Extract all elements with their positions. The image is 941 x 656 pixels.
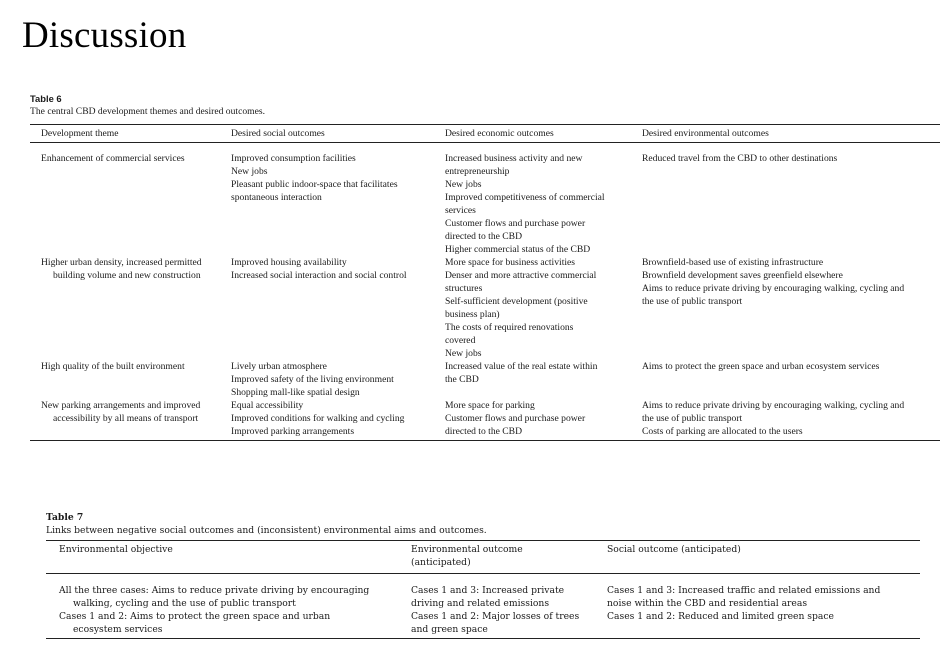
table-6-caption: The central CBD development themes and desired outcomes.	[30, 106, 265, 117]
table-6-row	[30, 256, 940, 360]
table-6-header-economic: Desired economic outcomes	[445, 128, 554, 139]
table-6-cell-line: Improved safety of the living environment	[231, 374, 394, 385]
table-6-cell-environmental	[642, 399, 932, 438]
table-6-cell-theme	[30, 256, 231, 360]
table-7-header-env-outcome-line2: (anticipated)	[411, 557, 471, 568]
table-6-cell-social	[231, 360, 445, 399]
table-6-cell-line: New jobs	[231, 166, 268, 177]
table-6-cell-line: Reduced travel from the CBD to other destinations	[642, 153, 838, 164]
table-7-header-social-outcome: Social outcome (anticipated)	[607, 544, 741, 555]
table-6-cell-line: Improved consumption facilities	[231, 153, 356, 164]
table-7-cell-line: and green space	[411, 624, 488, 635]
page-heading: Discussion	[22, 15, 187, 56]
table-7-cell-line: Cases 1 and 2: Aims to protect the green space and urban	[59, 611, 331, 622]
table-6-cell-theme	[30, 360, 231, 399]
table-6-header-theme: Development theme	[41, 128, 119, 139]
table-6-cell-line: Aims to reduce private driving by encouraging walking, cycling and	[642, 400, 905, 411]
table-6-cell-line: Aims to reduce private driving by encouraging walking, cycling and	[642, 283, 905, 294]
table-6-cell-line: Increased business activity and new	[445, 153, 583, 164]
table-6-cell-line: structures	[445, 283, 483, 294]
table-6-cell-social	[231, 399, 445, 438]
table-6-cell-line: Improved parking arrangements	[231, 426, 355, 437]
table-6-cell-line: Enhancement of commercial services	[41, 153, 185, 164]
table-6-cell-line: Increased value of the real estate within	[445, 361, 598, 372]
table-6-cell-line: Self-sufficient development (positive	[445, 296, 588, 307]
table-6-cell-environmental	[642, 152, 932, 256]
table-6-cell-line: Increased social interaction and social control	[231, 270, 407, 281]
table-7-objective-cell	[46, 584, 411, 636]
table-6-cell-line: spontaneous interaction	[231, 192, 322, 203]
table-6-cell-line: Improved conditions for walking and cycling	[231, 413, 405, 424]
table-6-body	[30, 143, 940, 440]
table-7-label: Table 7	[46, 512, 84, 523]
table-6-cell-economic	[445, 152, 642, 256]
table-6-cell-line: More space for parking	[445, 400, 535, 411]
table-7-cell-line: walking, cycling and the use of public transport	[73, 598, 296, 609]
table-7-header-objective: Environmental objective	[59, 544, 173, 555]
table-6-cell-line: Brownfield-based use of existing infrastructure	[642, 257, 824, 268]
table-7-cell-line: ecosystem services	[73, 624, 163, 635]
table-7-env-outcome-cell	[411, 584, 607, 636]
table-6-cell-line: Customer flows and purchase power	[445, 218, 586, 229]
table-6-cell-line: More space for business activities	[445, 257, 576, 268]
table-6-cell-line: entrepreneurship	[445, 166, 510, 177]
table-6-cell-line: the use of public transport	[642, 413, 743, 424]
table-6-cell-environmental	[642, 256, 932, 360]
table-7-header-env-outcome-line1: Environmental outcome	[411, 544, 523, 555]
table-6-cell-line: the CBD	[445, 374, 479, 385]
table-6-cell-line: covered	[445, 335, 476, 346]
table-7-cell-line: All the three cases: Aims to reduce private driving by encouraging	[59, 585, 370, 596]
table-6-cell-line: the use of public transport	[642, 296, 743, 307]
table-6-cell-line: New parking arrangements and improved	[41, 400, 201, 411]
table-6-cell-line: Improved competitiveness of commercial	[445, 192, 605, 203]
table-6-cell-line: Costs of parking are allocated to the users	[642, 426, 803, 437]
table-7-cell-line: noise within the CBD and residential areas	[607, 598, 808, 609]
table-7-cell-line: driving and related emissions	[411, 598, 550, 609]
table-6-cell-line: directed to the CBD	[445, 426, 522, 437]
table-6-cell-line: Brownfield development saves greenfield elsewhere	[642, 270, 843, 281]
table-6-header-row	[30, 125, 940, 142]
table-6-cell-line: Aims to protect the green space and urban ecosystem services	[642, 361, 880, 372]
table-6-cell-line: directed to the CBD	[445, 231, 522, 242]
table-6-cell-line: Higher commercial status of the CBD	[445, 244, 591, 255]
table-6-cell-line: Lively urban atmosphere	[231, 361, 327, 372]
table-6-cell-line: Higher urban density, increased permitted	[41, 257, 202, 268]
table-7	[46, 511, 920, 639]
table-7-row	[46, 574, 920, 638]
table-6-row	[30, 360, 940, 399]
table-6-header-environmental: Desired environmental outcomes	[642, 128, 769, 139]
table-7-cell-line: Cases 1 and 3: Increased private	[411, 585, 565, 596]
table-6-cell-theme	[30, 399, 231, 438]
table-6-cell-environmental	[642, 360, 932, 399]
table-6-cell-line: Improved housing availability	[231, 257, 347, 268]
table-6-cell-economic	[445, 399, 642, 438]
table-6-row	[30, 399, 940, 438]
table-6-cell-line: Denser and more attractive commercial	[445, 270, 597, 281]
table-6-cell-line: The costs of required renovations	[445, 322, 574, 333]
table-6-cell-line: Equal accessibility	[231, 400, 304, 411]
table-7-social-outcome-cell	[607, 584, 920, 636]
table-6-header-social: Desired social outcomes	[231, 128, 325, 139]
table-6-cell-line: building volume and new construction	[53, 270, 201, 281]
table-6-cell-theme	[30, 152, 231, 256]
table-7-cell-line: Cases 1 and 2: Reduced and limited green space	[607, 611, 834, 622]
table-6	[30, 92, 940, 441]
table-7-header-env-outcome	[411, 543, 607, 569]
table-6-cell-line: New jobs	[445, 348, 482, 359]
table-6-cell-line: Customer flows and purchase power	[445, 413, 586, 424]
table-6-row	[30, 152, 940, 256]
table-6-label: Table 6	[30, 93, 62, 104]
table-6-cell-economic	[445, 360, 642, 399]
table-6-bottom-rule	[30, 440, 940, 441]
table-6-cell-line: services	[445, 205, 476, 216]
table-6-cell-line: accessibility by all means of transport	[53, 413, 199, 424]
table-7-cell-line: Cases 1 and 2: Major losses of trees	[411, 611, 580, 622]
table-7-bottom-rule	[46, 638, 920, 639]
table-6-cell-economic	[445, 256, 642, 360]
table-7-header-row	[46, 541, 920, 573]
table-6-cell-social	[231, 152, 445, 256]
table-6-cell-social	[231, 256, 445, 360]
table-6-cell-line: Shopping mall-like spatial design	[231, 387, 360, 398]
table-7-cell-line: Cases 1 and 3: Increased traffic and related emissions and	[607, 585, 881, 596]
table-6-cell-line: business plan)	[445, 309, 500, 320]
table-7-caption: Links between negative social outcomes and (inconsistent) environmental aims and outcomes.	[46, 525, 487, 536]
table-6-cell-line: Pleasant public indoor-space that facilitates	[231, 179, 398, 190]
table-6-cell-line: High quality of the built environment	[41, 361, 185, 372]
table-6-cell-line: New jobs	[445, 179, 482, 190]
